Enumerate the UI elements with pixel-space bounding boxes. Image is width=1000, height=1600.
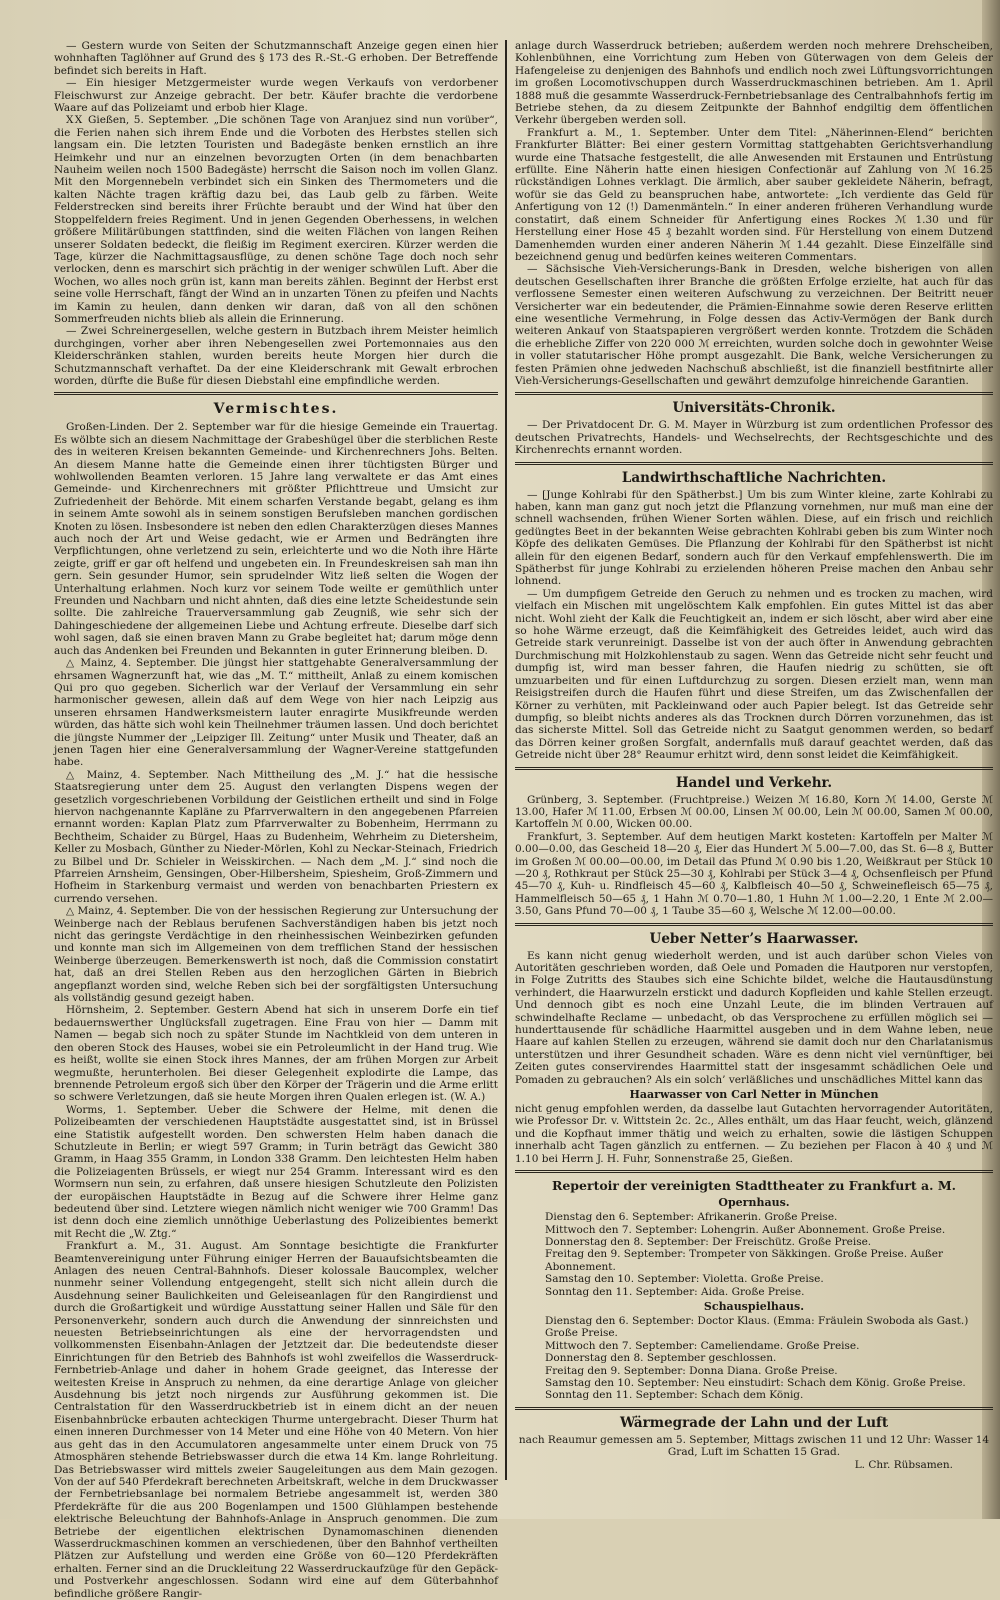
schedule-line: Mittwoch den 7. September: Cameliendame. Große Preise. bbox=[545, 1339, 860, 1352]
market-report: Frankfurt, 3. September. Auf dem heutigen Markt kosteten: Kartoffeln per Malter ℳ 0.00—0.00, das Gescheid 18—20 ₰, Eier das Hundert ℳ 5.00—7.00, das St. 6—8 ₰, Butter im Großen ℳ 00.00—00.00, im Detail das Pfund ℳ 0.90 bis 1.20, Weißkraut per Stück 10—20 ₰, Rothkraut per Stück 25—30 ₰, Kohlrabi per Stück 3—4 ₰, Ochsenfleisch per Pfund 45—70 ₰, Kuh- u. Rindfleisch 45—60 ₰, Kalbfleisch 40—50 ₰, Schweinefleisch 65—75 ₰, Hammelfleisch 50—65 ₰, 1 Hahn ℳ 0.70—1.80, 1 Huhn ℳ 1.00—2.20, 1 Ente ℳ 2.00—3.50, Gans Pfund 70—00 ₰, 1 Taube 35—60 ₰, Welsche ℳ 12.00—00.00. bbox=[515, 830, 993, 918]
section-rule bbox=[515, 1170, 993, 1173]
news-item: △ Mainz, 4. September. Nach Mittheilung des „M. J.“ hat die hessische Staatsregierung unter dem 25. August den verlangten Dispens wegen der gesetzlich vorgeschriebenen Vorbildung der Geistlichen ertheilt und sind in Folge hiervon nachgenannte Kapläne zu Pfarrverwaltern in den angegebenen Pfarreien ernannt worden: Kaplan Platz zum Pfarrverwalter zu Bobenheim, Herrmann zu Bechtheim, Schaider zu Bürgel, Haas zu Budenheim, Wehrheim zu Dietersheim, Keller zu Mosbach, Günther zu Nieder-Mörlen, Kohl zu Neckar-Steinach, Friedrich zu Bilbel und Dr. Schieler in Weisskirchen. — Nach dem „M. J.“ sind noch die Pfarreien Arnsheim, Gensingen, Ober-Hilbersheim, Spiesheim, Groß-Zimmern und Hofheim in Starkenburg vermaist und werden von benachbarten Priestern ex currendo versehen. bbox=[54, 768, 498, 905]
section-title-handel: Handel und Verkehr. bbox=[675, 774, 833, 791]
section-title-landwirthschaft: Landwirthschaftliche Nachrichten. bbox=[621, 469, 887, 486]
schedule-line: Donnerstag den 8. September geschlossen. bbox=[545, 1352, 777, 1365]
section-rule bbox=[54, 392, 498, 395]
news-item: — Sächsische Vieh-Versicherungs-Bank in Dresden, welche bisherigen von allen deutschen Gesellschaften ihrer Branche die größten Erfolge erzielte, hat auch für das verflossene Semester einen weiteren Aufschwung zu verzeichnen. Der Beitritt neuer Versicherter war ein bedeutender, die Prämien-Einnahme sowie deren Reserve erlitten eine wesentliche Vermehrung, in Folge dessen das Activ-Vermögen der Bank durch weiteren Ankauf von Staatspapieren vergrößert werden konnte. Trotzdem die Schäden die erhebliche Ziffer von 220 000 ℳ erreichten, wurden solche doch in gewohnter Weise in voller statutarischer Höhe prompt ausgezahlt. Die Bank, welche Versicherungen zu festen Prämien ohne jedweden Nachschuß abschließt, ist die finanziell bestfitnirte aller Vieh-Versicherungs-Gesellschaften und gewährt demzufolge hinreichende Garantien. bbox=[515, 263, 993, 387]
right-column bbox=[515, 40, 993, 1471]
news-item: — Um dumpfigem Getreide den Geruch zu nehmen und es trocken zu machen, wird vielfach ein Mischen mit ungelöschtem Kalk empfohlen. Ein gutes Mittel ist das aber nicht. Wohl zieht der Kalk die Feuchtigkeit an, indem er sich löscht, aber wird aber eine so hohe Wärme erzeugt, daß die Keimfähigkeit des Getreides leidet, auch wird das Getreide stark verunreinigt. Dasselbe ist von der auch öfter in Anwendung gebrachten Durchmischung mit Holzkohlenstaub zu sagen. Wenn das Getreide nicht sehr feucht und dumpfig ist, wird man besser fahren, die Haufen niedrig zu schütten, sie oft umzuarbeiten und für einen Luftdurchzug zu sorgen. Diesen erzielt man, wenn man Reisigstreifen durch die Haufen führt und diese Streifen, um das Zwischenfallen der Körner zu verhüten, mit Packleinwand oder auch Papier belegt. Ist das Getreide sehr dumpfig, so bleibt nichts anderes als das Trocknen durch Dörren vorzunehmen, das ist das sicherste Mittel. Soll das Getreide nicht zu Saatgut genommen werden, so bedarf das Dörren keiner großen Sorgfalt, andernfalls muß darauf geachtet werden, daß das Getreide nicht über 28° Reaumur erhitzt wird, denn sonst leidet die Keimfähigkeit. bbox=[515, 587, 993, 762]
news-item: — Gestern wurde von Seiten der Schutzmannschaft Anzeige gegen einen hier wohnhaften Taglöhner auf Grund des § 173 des R.-St.-G erhoben. Der Betreffende befindet sich bereits in Haft. bbox=[54, 40, 498, 77]
theatre-heading: Schauspielhaus. bbox=[703, 1299, 805, 1313]
news-item: — Zwei Schreinergesellen, welche gestern in Butzbach ihrem Meister heimlich durchgingen, vorher aber ihren Nebengesellen zwei Portemonnaies aus den Kleiderschränken stahlen, wurden bereits heute Morgen hier durch die Schutzmannschaft verhaftet. Da der eine Kleiderschrank mit Gewalt erbrochen worden, dürfte die Buße für diesen Diebstahl eine empfindliche werden. bbox=[54, 325, 498, 387]
news-item: — Der Privatdocent Dr. G. M. Mayer in Würzburg ist zum ordentlichen Professor des deutschen Privatrechts, Handels- und Wechselrechts, der Rechtsgeschichte und des Kirchenrechts ernannt worden. bbox=[515, 419, 993, 457]
schedule-line: Sonntag den 11. September: Aida. Große Preise. bbox=[545, 1285, 805, 1298]
section-title-waermegrade: Wärmegrade der Lahn und der Luft bbox=[619, 1414, 889, 1431]
column-divider bbox=[505, 40, 507, 1480]
schedule-line: Samstag den 10. September: Violetta. Große Preise. bbox=[545, 1273, 824, 1286]
section-rule bbox=[515, 767, 993, 770]
section-title-universitaet: Universitäts-Chronik. bbox=[672, 400, 836, 417]
schedule-line: Sonntag den 11. September: Schach dem König. bbox=[545, 1389, 804, 1402]
section-rule bbox=[515, 392, 993, 395]
temperature-report: nach Reaumur gemessen am 5. September, Mittags zwischen 11 und 12 Uhr: Wasser 14 Grad, Luft im Schatten 15 Grad. bbox=[518, 1433, 990, 1459]
schedule-line: Mittwoch den 7. September: Lohengrin. Außer Abonnement. Große Preise. bbox=[545, 1223, 946, 1236]
schedule-line: Samstag den 10. September: Neu einstudirt: Schach dem König. Große Preise. bbox=[545, 1376, 966, 1389]
section-title-vermischtes: Vermischtes. bbox=[213, 401, 339, 418]
news-item: Hörnsheim, 2. September. Gestern Abend hat sich in unserem Dorfe ein tief bedauernswerther Unglücksfall zugetragen. Eine Frau von hier — Damm mit Namen — begab sich noch zu später Stunde im Nachtkleid von dem unteren in den oberen Stock des Hauses, wobei sie ein Petroleumlicht in der Hand trug. Wie es heißt, wollte sie einen Stock ihres Mannes, der am frühen Morgen zur Arbeit wegmußte, herunterholen. Bei dieser Gelegenheit explodirte die Lampe, das brennende Petroleum ergoß sich über den Körper der Trägerin und die Arme erlitt so schwere Verletzungen, daß sie heute Morgen ihren Qualen erlegen ist. (W. A.) bbox=[54, 1004, 498, 1104]
news-item: Frankfurt a. M., 31. August. Am Sonntage besichtigte die Frankfurter Beamtenvereinigung unter Führung einiger Herren der Bauaufsichtsbeamten die Anlagen des neuen Central-Bahnhofs. Dieser kolossale Baucomplex, welcher nunmehr seiner Vollendung entgegengeht, stellt sich nicht allein durch die Ausdehnung seiner Baulichkeiten und Geleiseanlagen für den Rangirdienst und durch die Großartigkeit und würdige Ausstattung seiner Hallen und Säle für den Personenverkehr, sondern auch durch die Anwendung der sinnreichsten und neuesten Betriebseinrichtungen als eine der hervorragendsten und vollkommensten Eisenbahn-Anlagen der Jetztzeit dar. Die bedeutendste dieser Einrichtungen für den Betrieb des Bahnhofs ist wohl zweifellos die Wasserdruck-Fernbetrieb-Anlage und daher in hohem Grade geeignet, das Interesse der weitesten Kreise in Anspruch zu nehmen, da eine derartige Anlage von gleicher Ausdehnung bis jetzt noch nirgends zur Ausführung gekommen ist. Die Centralstation für den Wasserdruckbetrieb ist in einem dicht an der neuen Eisenbahnbrücke erbauten achteckigen Thurme untergebracht. Dieser Thurm hat einen inneren Durchmesser von 14 Meter und eine Höhe von 40 Metern. Von hier aus geht das in den Accumulatoren angesammelte unter einem Druck von 75 Atmosphären stehende Betriebswasser durch die etwa 14 Km. lange Rohrleitung. Das Betriebswasser wird mittels zweier Saugeleitungen aus dem Main gezogen. Von der auf 540 Pferdekraft berechneten Arbeitskraft, welche in dem Druckwasser der Fernbetriebsanlage bei normalem Betriebe angesammelt ist, werden 380 Pferdekräfte für die aus 200 Bogenlampen und 1500 Glühlampen bestehende elektrische Beleuchtung der Bahnhofs-Anlage in Anspruch genommen. Die zum Betriebe der eigentlichen elektrischen Dynamomaschinen dienenden Wasserdruckmaschinen kommen an verschiedenen, über den Bahnhof vertheilten Plätzen zur Aufstellung und werden eine Größe von 60—120 Pferdekräften erhalten. Ferner sind an die Druckleitung 22 Wasserdruckaufzüge für den Gepäck- und Postverkehr angeschlossen. Sodann wird eine auf dem Güterbahnhof befindliche größere Rangir- bbox=[54, 1240, 498, 1600]
news-item: — Ein hiesiger Metzgermeister wurde wegen Verkaufs von verdorbener Fleischwurst zur Anzeige gebracht. Der betr. Käufer brachte die verdorbene Waare auf das Polizeiamt und erbob hier Klage. bbox=[54, 77, 498, 115]
schedule-line: Dienstag den 6. September: Doctor Klaus. (Emma: Fräulein Swoboda als Gast.) Große Preise. bbox=[545, 1314, 969, 1340]
news-item: Worms, 1. September. Ueber die Schwere der Helme, mit denen die Polizeibeamten der verschiedenen Hauptstädte ausgestattet sind, ist in Brüssel eine Statistik aufgestellt worden. Den schwersten Helm haben danach die Schutzleute in Berlin; er wiegt 597 Gramm; in Turin beträgt das Gewicht 380 Gramm, in Haag 355 Gramm, in London 338 Gramm. Den leichtesten Helm haben die Polizeiagenten Brüssels, er wiegt nur 254 Gramm. Interessant wird es den Wormsern nun sein, zu erfahren, daß unsere hiesigen Schutzleute den Polizisten der europäischen Hauptstädte in Bezug auf die Schwere ihrer Helme ganz bedeutend über sind. Letztere wiegen nämlich nicht weniger wie 700 Gramm! Das ist denn doch eine ziemlich unnöthige Ueberlastung des Polizeibientes bemerkt mit Recht die „W. Ztg.“ bbox=[54, 1103, 498, 1240]
news-item-continuation: anlage durch Wasserdruck betrieben; außerdem werden noch mehrere Drehscheiben, Kohlenbühnen, eine Vorrichtung zum Heben von Güterwagen von dem Geleis der Hafengeleise zu denjenigen des Bahnhofs und endlich noch zwei Lüftungsvorrichtungen im großen Locomotivschuppen durch Wasserdruckmaschinen betrieben. Am 1. April 1888 muß die gesammte Wasserdruck-Fernbetriebsanlage des Centralbahnhofs fertig im Betriebe stehen, da zu diesem Zeitpunkte der Bahnhof endgiltig dem öffentlichen Verkehr übergeben werden soll. bbox=[515, 40, 993, 127]
news-item: Großen-Linden. Der 2. September war für die hiesige Gemeinde ein Trauertag. Es wölbte sich an diesem Nachmittage der Grabeshügel über die sterblichen Reste des in weiteren Kreisen bekannten Gemeinde- und Kirchenrechners Johs. Belten. An diesem Manne hatte die Gemeinde einen ihrer tüchtigsten Bürger und wohlwollenden Beamten verloren. 15 Jahre lang verwaltete er das Amt eines Gemeinde- und Kirchenrechners mit größter Pflichttreue und Umsicht zur Zufriedenheit der Behörde. Mit einem scharfen Verstande begabt, gelang es ihm in seinem Amte sowohl als in seinem sonstigen Berufsleben manchen gordischen Knoten zu lösen. Insbesondere ist neben den edlen Charakterzügen dieses Mannes auch noch der Art und Weise gedacht, wie er Armen und Bedrängten ihre Verpflichtungen, ohne verletzend zu sein, erleichterte und wo die Noth ihre Härte zeigte, griff er gar oft helfend und ungebeten ein. In Freundeskreisen sah man ihn gern. Sein gesunder Humor, sein sprudelnder Witz ließ selten die Wogen der Unterhaltung erlahmen. Noch kurz vor seinem Tode weilte er gemüthlich unter Freunden und Nachbarn und nicht ahnten, daß dies eine letzte Scheidestunde sein sollte. Die zahlreiche Trauerversammlung gab Zeugniß, wie sehr sich der Dahingeschiedene der allgemeinen Liebe und Achtung erfreute. Dieselbe darf sich wohl sagen, daß sie einen braven Mann zu Grabe begleitet hat; darum möge denn auch das Andenken bei Freunden und Bekannten in guter Erinnerung bleiben. D. bbox=[54, 421, 498, 657]
section-title-haarwasser: Ueber Netter’s Haarwasser. bbox=[649, 930, 859, 947]
advertisement-text: nicht genug empfohlen werden, da dasselbe laut Gutachten hervorragender Autoritäten, wie Professor Dr. v. Wittstein 2c. 2c., Alles enthält, um das Haar feucht, weich, glänzend und die Kopfhaut immer thätig und weich zu erhalten, sowie die lästigen Schuppen innerhalb acht Tagen gänzlich zu entfernen. — Zu beziehen per Flacon à 40 ₰ und ℳ 1.10 bei Herrn J. H. Fuhr, Sonnenstraße 25, Gießen. bbox=[515, 1103, 993, 1165]
advertisement-subtitle: Haarwasser von Carl Netter in München bbox=[629, 1088, 879, 1102]
left-column bbox=[54, 40, 498, 1600]
news-item: — [Junge Kohlrabi für den Spätherbst.] Um bis zum Winter kleine, zarte Kohlrabi zu haben, kann man ganz gut noch jetzt die Pflanzung vornehmen, nur muß man eine der schnell wachsenden, frühen Wiener Sorten wählen. Diese, auf ein frisch und reichlich gedüngtes Beet in der bekannten Weise gebrachten Kohlrabi geben bis zum Winter noch Köpfe des delikaten Gemüses. Die Pflanzung der Kohlrabi für den Spätherbst ist nicht allein für den eigenen Bedarf, sondern auch für den Verkauf empfehlenswerth. Die im Spätherbst für junge Kohlrabi zu erzielenden höheren Preise machen den Anbau sehr lohnend. bbox=[515, 488, 993, 588]
section-title-repertoir: Repertoir der vereinigten Stadttheater zu Frankfurt a. M. bbox=[551, 1178, 957, 1194]
news-item: Frankfurt a. M., 1. September. Unter dem Titel: „Näherinnen-Elend“ berichten Frankfurter Blätter: Bei einer gestern Vormittag stattgehabten Gerichtsverhandlung wurde eine Thatsache festgestellt, die alle Anwesenden mit Erstaunen und Entrüstung erfüllte. Eine Näherin hatte einen hiesigen Confectionär auf Zahlung von ℳ 16.25 rückständigen Lohnes verklagt. Die ärmlich, aber sauber gekleidete Näherin, befragt, wofür sie das Geld zu beanspruchen habe, antwortete: „Ich verdiente das Geld für Anfertigung von 12 (!) Damenmänteln.“ In einer anderen früheren Verhandlung wurde constatirt, daß einem Schneider für Anfertigung eines Rockes ℳ 1.30 und für Herstellung einer Hose 45 ₰ bezahlt worden sind. Für Herstellung von einem Dutzend Damenhemden wurden einer anderen Näherin ℳ 1.44 gezahlt. Diese Einzelfälle sind bezeichnend genug und bedürfen keines weiteren Commentars. bbox=[515, 126, 993, 263]
news-item: △ Mainz, 4. September. Die jüngst hier stattgehabte Generalversammlung der ehrsamen Wagnerzunft hat, wie das „M. T.“ mittheilt, Anlaß zu einem komischen Qui pro quo gegeben. Sicherlich war der Verlauf der Versammlung ein sehr harmonischer gewesen, allein daß auf dem Wege von hier nach Leipzig aus unseren ehrsamen Handwerksmeistern lauter enragirte Musikfreunde werden würden, das hätte sich wohl kein Theilnehmer träumen lassen. Und doch berichtet die jüngste Nummer der „Leipziger Ill. Zeitung“ unter Musik und Theater, daß an jenen Tagen hier eine Generalversammlung der Wagner-Vereine stattgefunden habe. bbox=[54, 657, 498, 769]
news-item: ⅩⅩ Gießen, 5. September. „Die schönen Tage von Aranjuez sind nun vorüber“, die Ferien nahen sich ihrem Ende und die Vorboten des Herbstes stellen sich langsam ein. Die letzten Touristen und Badegäste benken ernstlich an ihre Heimkehr und nur an einzelnen bevorzugten Orten (in dem benachbarten Nauheim weilen noch 1500 Badegäste) herrscht die Saison noch im vollen Glanz. Mit den Morgennebeln verbindet sich ein Sinken des Thermometers und die kalten Nächte tragen kräftig dazu bei, das Laub gelb zu färben. Weite Felderstrecken sind bereits ihrer Früchte beraubt und der Wind hat über den Stoppelfeldern freies Regiment. Und in jenen Gegenden Oberhessens, in welchen größere Militärübungen stattfinden, sind die weiten Flächen von langen Reihen unserer Soldaten bedeckt, die fleißig im Regiment exerciren. Kürzer werden die Tage, kürzer die Nachmittagsausflüge, zu denen schöne Tage doch noch sehr verlocken, denn es marschirt sich prächtig in der weniger schwülen Luft. Aber die Wochen, wo alles noch grün ist, kann man bereits zählen. Beginnt der Herbst erst seine volle Herrschaft, fängt der Wind an in unzarten Tönen zu pfeifen und Nachts im Kamin zu heulen, dann denken wir daran, daß von all den schönen Sommerfreuden nichts blieb als allein die Erinnerung. bbox=[54, 114, 498, 325]
section-rule bbox=[515, 923, 993, 926]
opera-heading: Opernhaus. bbox=[718, 1196, 790, 1210]
news-item: △ Mainz, 4. September. Die von der hessischen Regierung zur Untersuchung der Weinberge nach der Reblaus berufenen Sachverständigen haben bis jetzt noch nicht das geringste Verdächtige in den rheinhessischen Weinbezirken gefunden und konnte man sich im Allgemeinen von dem trefflichen Stand der hessischen Weinberge überzeugen. Bemerkenswerth ist noch, daß die Commission constatirt hat, daß an drei Stellen Reben aus den herzoglichen Gärten in Biebrich angepflanzt worden sind, welche Reben sich bei der sorgfältigsten Untersuchung als vollständig gesund gezeigt haben. bbox=[54, 905, 498, 1005]
section-rule bbox=[515, 462, 993, 465]
signature: L. Chr. Rübsamen. bbox=[854, 1458, 953, 1471]
schedule-line: Freitag den 9. September: Trompeter von Säkkingen. Große Preise. Außer Abonnement. bbox=[545, 1248, 944, 1273]
schedule-line: Freitag den 9. September: Donna Diana. Große Preise. bbox=[545, 1364, 838, 1377]
schedule-line: Dienstag den 6. September: Afrikanerin. Große Preise. bbox=[545, 1211, 838, 1224]
market-report: Grünberg, 3. September. (Fruchtpreise.) Weizen ℳ 16.80, Korn ℳ 14.00, Gerste ℳ 13.00, Hafer ℳ 11.00, Erbsen ℳ 00.00, Linsen ℳ 00.00, Lein ℳ 00.00, Samen ℳ 00.00, Kartoffeln ℳ 0.00, Wicken 00.00. bbox=[515, 793, 993, 831]
schedule-line: Donnerstag den 8. September: Der Freischütz. Große Preise. bbox=[545, 1235, 872, 1248]
section-rule bbox=[515, 1407, 993, 1410]
advertisement-text: Es kann nicht genug wiederholt werden, und ist auch darüber schon Vieles von Autoritäten geschrieben worden, daß Oele und Pomaden die Hautporen nur verstopfen, in Folge Zutritts des Staubes sich eine Schichte bildet, welche die Hautausdünstung verhindert, die Haarwurzeln erstickt und dadurch Kopfleiden und kahle Stellen erzeugt. Und dennoch gibt es noch eine Unzahl Leute, die im blinden Vertrauen auf schwindelhafte Reclame — unbedacht, ob das Versprochene zu erfüllen möglich sei — hunderttausende für schädliche Haarmittel ausgeben und in dem Wahne leben, neue Haare auf kahlen Stellen zu erzeugen, während sie damit doch nur den Charlatanismus unterstützen und ihrer Gesundheit schaden. Wäre es denn nicht viel vernünftiger, bei Zeiten gutes conservirendes Haarmittel statt der insgesammt schädlichen Oele und Pomaden zu gebrauchen? Als ein solch’ verläßliches und unschädliches Mittel kann das bbox=[515, 949, 993, 1086]
